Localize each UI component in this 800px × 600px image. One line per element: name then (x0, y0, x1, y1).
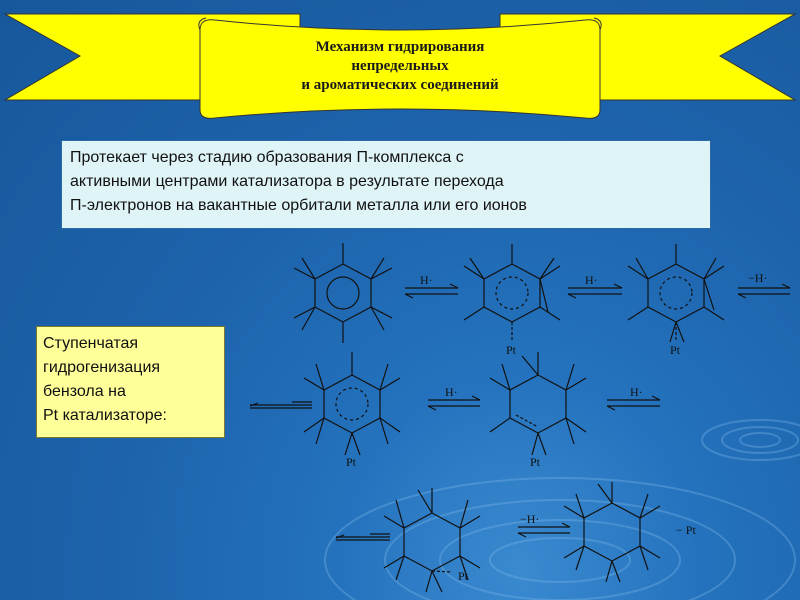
minus-h-radical-label: −H· (748, 271, 768, 285)
adsorbed-molecule-3 (490, 352, 586, 455)
pt-label: Pt (458, 569, 469, 583)
adsorbed-molecule-1 (628, 244, 724, 342)
description-line-3: П-электронов на вакантные орбитали металла или его ионов (70, 197, 527, 214)
pt-label: Pt (530, 455, 541, 469)
slide-title (215, 38, 585, 95)
description-line-2: активными центрами катализатора в результате перехода (70, 173, 504, 190)
h-radical-label: H· (585, 273, 598, 287)
title-line-2: непредельных (351, 58, 449, 74)
reverse-arrow-row3 (336, 534, 390, 540)
h-radical-label: H· (630, 385, 643, 399)
h-radical-label: H· (445, 385, 458, 399)
reaction-scheme (250, 243, 790, 592)
pi-complex-molecule (464, 244, 560, 342)
side-label-line-2: гидрогенизация (43, 359, 161, 376)
description-box (61, 140, 711, 229)
pt-label: Pt (670, 343, 681, 357)
adsorbed-molecule-2 (304, 352, 400, 455)
title-line-3: и ароматических соединений (301, 77, 499, 93)
title-line-1: Механизм гидрирования (315, 39, 485, 55)
description-line-1: Протекает через стадию образования П-комплекса с (70, 149, 464, 166)
reverse-arrow-row2 (250, 402, 312, 408)
equilibrium-arrow-3 (738, 284, 790, 298)
water-ripples (325, 420, 800, 600)
pt-label: Pt (506, 343, 517, 357)
side-label-line-3: бензола на (43, 383, 126, 400)
minus-h-radical-label: −H· (520, 512, 540, 526)
minus-pt-label: − Pt (676, 523, 696, 537)
stepwise-hydrogenation-label-box (36, 326, 225, 438)
pt-label: Pt (346, 455, 357, 469)
side-label-line-4: Pt катализаторе: (43, 407, 167, 424)
side-label-line-1: Ступенчатая (43, 335, 139, 352)
benzene-molecule (294, 243, 392, 343)
h-radical-label: H· (420, 273, 433, 287)
